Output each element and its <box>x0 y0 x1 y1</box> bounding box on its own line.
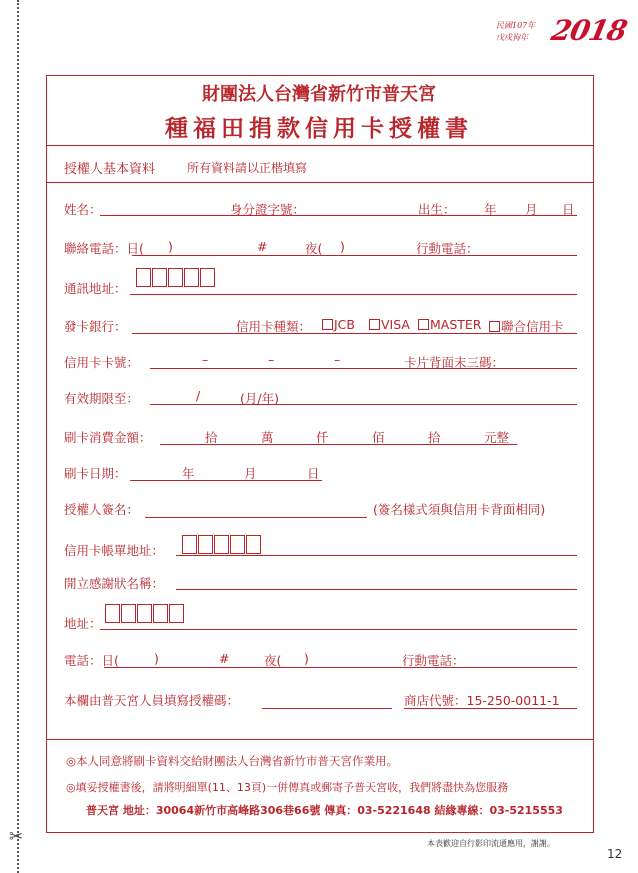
charge-date-month: 月 <box>244 466 257 481</box>
phone-field[interactable] <box>132 255 577 256</box>
amount-unit-4: 佰 <box>372 430 385 445</box>
card-type-label: 信用卡種類： <box>236 319 312 334</box>
birth-label: 出生： <box>418 202 456 217</box>
form-frame <box>46 75 594 833</box>
organization-title: 財團法人台灣省新竹市普天宮 <box>202 84 436 105</box>
mobile-label: 行動電話： <box>416 241 479 256</box>
instruction-note: ◎填妥授權書後，請將明細單(11、13頁)一併傳真或郵寄予普天宮收，我們將盡快為您服務 <box>66 781 509 794</box>
roc-year-text: 民國107年 <box>496 21 536 30</box>
card-number-dash-3: – <box>334 352 341 367</box>
cert-phone-close: ) <box>154 651 159 666</box>
signature-field[interactable] <box>145 517 367 518</box>
birth-month: 月 <box>525 202 538 217</box>
card-type-union[interactable]: 聯合信用卡 <box>489 317 564 335</box>
amount-unit-3: 仟 <box>316 430 329 445</box>
zodiac-year-text: 戊戌狗年 <box>496 33 528 42</box>
expiry-label: 有效期限至： <box>64 391 140 406</box>
billing-address-field[interactable] <box>176 555 577 556</box>
contact-info: 普天宮 地址：30064新竹市高峰路306巷66號 傳真：03-5221648 結緣專線：03-5215553 <box>86 804 563 817</box>
billing-address-label: 信用卡帳單地址： <box>64 543 165 558</box>
certificate-name-label: 開立感謝狀名稱： <box>64 576 165 591</box>
cert-phone-field[interactable] <box>104 667 577 668</box>
staff-code-label: 本欄由普天宮人員填寫授權碼： <box>64 693 240 708</box>
birth-day: 日 <box>562 202 575 217</box>
amount-unit-2: 萬 <box>261 430 274 445</box>
card-type-master[interactable]: MASTER <box>418 317 482 332</box>
phone-ext: # <box>257 239 268 254</box>
card-type-jcb[interactable]: JCB <box>322 317 355 332</box>
amount-unit-6: 元整 <box>484 430 510 445</box>
expiry-slash: / <box>196 388 201 403</box>
page-number: 12 <box>607 847 623 861</box>
billing-postal-code-boxes[interactable] <box>182 535 262 554</box>
certificate-name-field[interactable] <box>176 589 577 590</box>
merchant-code-underline <box>404 708 577 709</box>
charge-date-field[interactable] <box>130 480 322 481</box>
card-type-visa[interactable]: VISA <box>369 317 410 332</box>
card-number-dash-2: – <box>268 352 275 367</box>
card-number-dash-1: – <box>202 352 209 367</box>
expiry-field[interactable] <box>150 404 577 405</box>
cert-phone-night-close: ) <box>304 651 309 666</box>
checkbox-icon <box>489 321 500 332</box>
cert-phone-ext: # <box>219 651 230 666</box>
title-divider <box>46 145 594 146</box>
card-number-field[interactable] <box>150 368 577 369</box>
charge-date-label: 刷卡日期： <box>64 466 127 481</box>
notes-divider <box>46 739 594 740</box>
signature-note: (簽名樣式須與信用卡背面相同) <box>373 502 546 517</box>
id-label: 身分證字號： <box>230 202 306 217</box>
checkbox-icon <box>322 319 333 330</box>
cert-phone-label: 電話：日( <box>64 653 119 668</box>
copy-note: 本表歡迎自行影印流通應用，謝謝。 <box>427 839 555 848</box>
phone-night: 夜( <box>305 241 323 256</box>
signature-label: 授權人簽名： <box>64 502 140 517</box>
phone-close: ) <box>168 239 173 254</box>
name-label: 姓名： <box>64 202 102 217</box>
section-divider <box>46 182 594 183</box>
phone-label: 聯絡電話：日( <box>64 241 144 256</box>
address-field[interactable] <box>130 294 577 295</box>
cert-mobile-label: 行動電話： <box>402 653 465 668</box>
phone-night-close: ) <box>340 239 345 254</box>
amount-unit-5: 拾 <box>428 430 441 445</box>
checkbox-icon <box>418 319 429 330</box>
checkbox-icon <box>369 319 380 330</box>
charge-date-day: 日 <box>307 466 320 481</box>
section-label: 授權人基本資料 <box>64 162 156 177</box>
postal-code-boxes[interactable] <box>136 268 216 287</box>
cert-postal-code-boxes[interactable] <box>105 604 185 623</box>
address-label: 通訊地址： <box>64 281 127 296</box>
card-number-label: 信用卡卡號： <box>64 355 140 370</box>
name-field[interactable] <box>100 215 577 216</box>
staff-code-field[interactable] <box>262 708 392 709</box>
amount-field[interactable] <box>160 444 517 445</box>
merchant-code: 商店代號：15-250-0011-1 <box>404 693 560 708</box>
cert-address-label: 地址： <box>64 616 102 631</box>
expiry-format: (月/年) <box>240 391 279 406</box>
charge-date-year: 年 <box>182 466 195 481</box>
cert-address-field[interactable] <box>100 629 577 630</box>
birth-year: 年 <box>484 202 497 217</box>
cert-phone-night: 夜( <box>264 653 282 668</box>
scissors-icon: ✂ <box>9 827 24 847</box>
consent-note: ◎本人同意將刷卡資料交給財團法人台灣省新竹市普天宮作業用。 <box>66 754 399 768</box>
cvv-label: 卡片背面末三碼： <box>404 355 505 370</box>
bank-label: 發卡銀行： <box>64 319 127 334</box>
form-title: 種福田捐款信用卡授權書 <box>165 116 473 142</box>
bank-field[interactable] <box>132 333 577 334</box>
section-hint: 所有資料請以正楷填寫 <box>187 161 308 175</box>
amount-unit-1: 拾 <box>205 430 218 445</box>
amount-label: 刷卡消費金額： <box>64 430 152 445</box>
year-logo: 2018 <box>548 14 630 47</box>
